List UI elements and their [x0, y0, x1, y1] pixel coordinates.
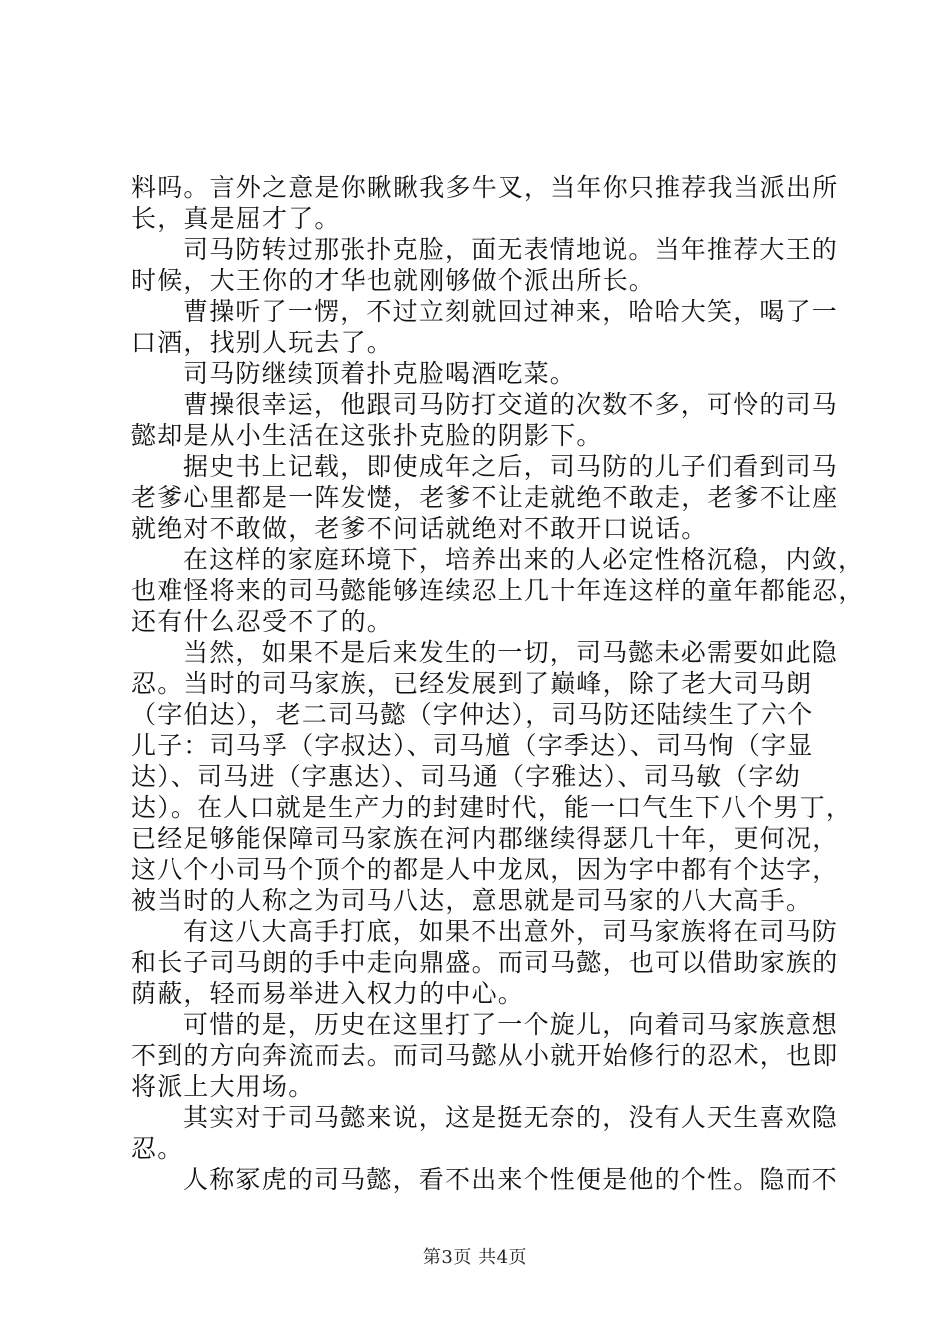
text-line: 已经足够能保障司马家族在河内郡继续得瑟几十年，更何况， — [131, 824, 839, 853]
text-line: 人称冢虎的司马懿，看不出来个性便是他的个性。隐而不 — [183, 1165, 839, 1194]
text-line: 荫蔽，轻而易举进入权力的中心。 — [131, 979, 525, 1008]
text-line: 在这样的家庭环境下，培养出来的人必定性格沉稳，内敛， — [183, 545, 865, 574]
text-line: 还有什么忍受不了的。 — [131, 607, 394, 636]
text-line: 料吗。言外之意是你瞅瞅我多牛叉，当年你只推荐我当派出所 — [131, 173, 839, 202]
text-line: （字伯达），老二司马懿（字仲达），司马防还陆续生了六个 — [131, 700, 814, 729]
page-footer: 第3页 共4页 — [422, 1247, 528, 1268]
text-line: 司马防继续顶着扑克脸喝酒吃菜。 — [183, 359, 577, 388]
text-line: 就绝对不敢做，老爹不问话就绝对不敢开口说话。 — [131, 514, 708, 543]
text-line: 其实对于司马懿来说，这是挺无奈的，没有人天生喜欢隐 — [183, 1103, 839, 1132]
text-line: 当然，如果不是后来发生的一切，司马懿未必需要如此隐 — [183, 638, 839, 667]
text-line: 老爹心里都是一阵发憷，老爹不让走就绝不敢走，老爹不让座 — [131, 483, 839, 512]
text-line: 忍。当时的司马家族，已经发展到了巅峰，除了老大司马朗 — [131, 669, 813, 698]
text-line: 长，真是屈才了。 — [131, 204, 341, 233]
body-text — [131, 172, 865, 1195]
text-line: 被当时的人称之为司马八达，意思就是司马家的八大高手。 — [131, 886, 813, 915]
text-line: 曹操听了一愣，不过立刻就回过神来，哈哈大笑，喝了一 — [183, 297, 839, 326]
text-line: 忍。 — [131, 1134, 184, 1163]
text-line: 和长子司马朗的手中走向鼎盛。而司马懿，也可以借助家族的 — [131, 948, 839, 977]
text-line: 儿子：司马孚（字叔达）、司马馗（字季达）、司马恂（字显 — [131, 731, 814, 760]
text-line: 也难怪将来的司马懿能够连续忍上几十年连这样的童年都能忍， — [131, 576, 865, 605]
text-line: 可惜的是，历史在这里打了一个旋儿，向着司马家族意想 — [183, 1010, 839, 1039]
text-line: 据史书上记载，即使成年之后，司马防的儿子们看到司马 — [183, 452, 839, 481]
text-line: 达）、司马进（字惠达）、司马通（字雅达）、司马敏（字幼 — [131, 762, 801, 791]
text-line: 不到的方向奔流而去。而司马懿从小就开始修行的忍术，也即 — [131, 1041, 839, 1070]
text-line: 这八个小司马个顶个的都是人中龙凤，因为字中都有个达字， — [131, 855, 839, 884]
text-line: 时候，大王你的才华也就刚够做个派出所长。 — [131, 266, 656, 295]
text-line: 曹操很幸运，他跟司马防打交道的次数不多，可怜的司马 — [183, 390, 839, 419]
text-line: 达）。在人口就是生产力的封建时代，能一口气生下八个男丁， — [131, 793, 853, 822]
text-line: 将派上大用场。 — [131, 1072, 315, 1101]
text-line: 有这八大高手打底，如果不出意外，司马家族将在司马防 — [183, 917, 839, 946]
text-line: 司马防转过那张扑克脸，面无表情地说。当年推荐大王的 — [183, 235, 839, 264]
text-line: 口酒，找别人玩去了。 — [131, 328, 394, 357]
text-line: 懿却是从小生活在这张扑克脸的阴影下。 — [131, 421, 603, 450]
